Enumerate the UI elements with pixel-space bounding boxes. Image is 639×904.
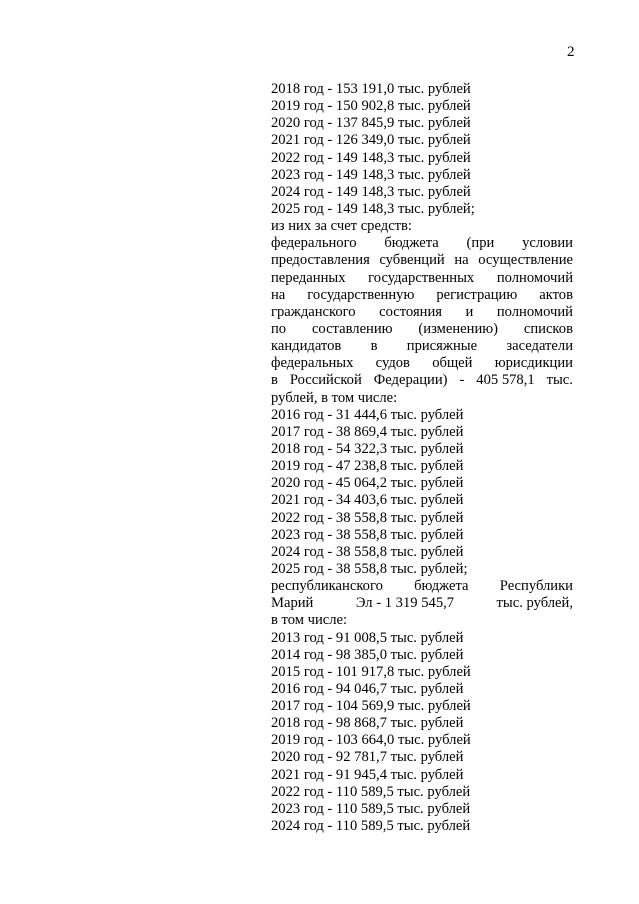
funding-line-2019: 2019 год - 150 902,8 тыс. рублей (271, 98, 471, 115)
federal-paragraph-line: предоставления субвенций на осуществление (271, 252, 573, 269)
federal-line-2018: 2018 год - 54 322,3 тыс. рублей (271, 440, 464, 457)
funding-line-2024: 2024 год - 149 148,3 тыс. рублей (271, 183, 471, 200)
republic-line-2018: 2018 год - 98 868,7 тыс. рублей (271, 715, 464, 732)
republic-line-2017: 2017 год - 104 569,9 тыс. рублей (271, 698, 471, 715)
republic-line-2020: 2020 год - 92 781,7 тыс. рублей (271, 749, 464, 766)
federal-paragraph-line: гражданского состояния и полномочий (271, 303, 573, 320)
republic-line-2013: 2013 год - 91 008,5 тыс. рублей (271, 629, 464, 646)
federal-paragraph-end: рублей, в том числе: (271, 389, 398, 406)
republic-line-2019: 2019 год - 103 664,0 тыс. рублей (271, 732, 471, 749)
republic-line-2022: 2022 год - 110 589,5 тыс. рублей (271, 783, 471, 800)
federal-line-2023: 2023 год - 38 558,8 тыс. рублей (271, 526, 464, 543)
republic-line-2024: 2024 год - 110 589,5 тыс. рублей (271, 818, 471, 835)
republic-line-2015: 2015 год - 101 917,8 тыс. рублей (271, 663, 471, 680)
federal-line-2021: 2021 год - 34 403,6 тыс. рублей (271, 492, 464, 509)
republic-line-2021: 2021 год - 91 945,4 тыс. рублей (271, 766, 464, 783)
federal-paragraph-line: кандидатов в присяжные заседатели (271, 338, 573, 355)
republic-paragraph-line: республиканского бюджета Республики (271, 578, 573, 595)
federal-paragraph-line: переданных государственных полномочий (271, 269, 573, 286)
republic-line-2016: 2016 год - 94 046,7 тыс. рублей (271, 680, 464, 697)
federal-line-2019: 2019 год - 47 238,8 тыс. рублей (271, 458, 464, 475)
federal-paragraph-line: федерального бюджета (при условии (271, 235, 573, 252)
federal-line-2022: 2022 год - 38 558,8 тыс. рублей (271, 509, 464, 526)
funding-line-2022: 2022 год - 149 148,3 тыс. рублей (271, 149, 471, 166)
republic-paragraph-line: Марий Эл - 1 319 545,7 тыс. рублей, (271, 595, 573, 612)
federal-line-2024: 2024 год - 38 558,8 тыс. рублей (271, 543, 464, 560)
federal-line-2020: 2020 год - 45 064,2 тыс. рублей (271, 475, 464, 492)
federal-line-2016: 2016 год - 31 444,6 тыс. рублей (271, 406, 464, 423)
federal-paragraph-line: в Российской Федерации) - 405 578,1 тыс. (271, 372, 573, 389)
federal-line-2017: 2017 год - 38 869,4 тыс. рублей (271, 423, 464, 440)
federal-line-2025: 2025 год - 38 558,8 тыс. рублей; (271, 560, 468, 577)
republic-line-2014: 2014 год - 98 385,0 тыс. рублей (271, 646, 464, 663)
page-number: 2 (567, 44, 575, 60)
federal-paragraph-line: по составлению (изменению) списков (271, 320, 573, 337)
federal-paragraph-line: федеральных судов общей юрисдикции (271, 355, 573, 372)
republic-line-2023: 2023 год - 110 589,5 тыс. рублей (271, 800, 471, 817)
republic-paragraph-end: в том числе: (271, 612, 348, 629)
funding-line-2021: 2021 год - 126 349,0 тыс. рублей (271, 132, 471, 149)
funding-line-2025: 2025 год - 149 148,3 тыс. рублей; (271, 200, 475, 217)
funding-line-2023: 2023 год - 149 148,3 тыс. рублей (271, 166, 471, 183)
sources-intro: из них за счет средств: (271, 218, 412, 235)
funding-line-2020: 2020 год - 137 845,9 тыс. рублей (271, 115, 471, 132)
federal-paragraph-line: на государственную регистрацию актов (271, 286, 573, 303)
funding-line-2018: 2018 год - 153 191,0 тыс. рублей (271, 81, 471, 97)
document-body (271, 81, 573, 835)
